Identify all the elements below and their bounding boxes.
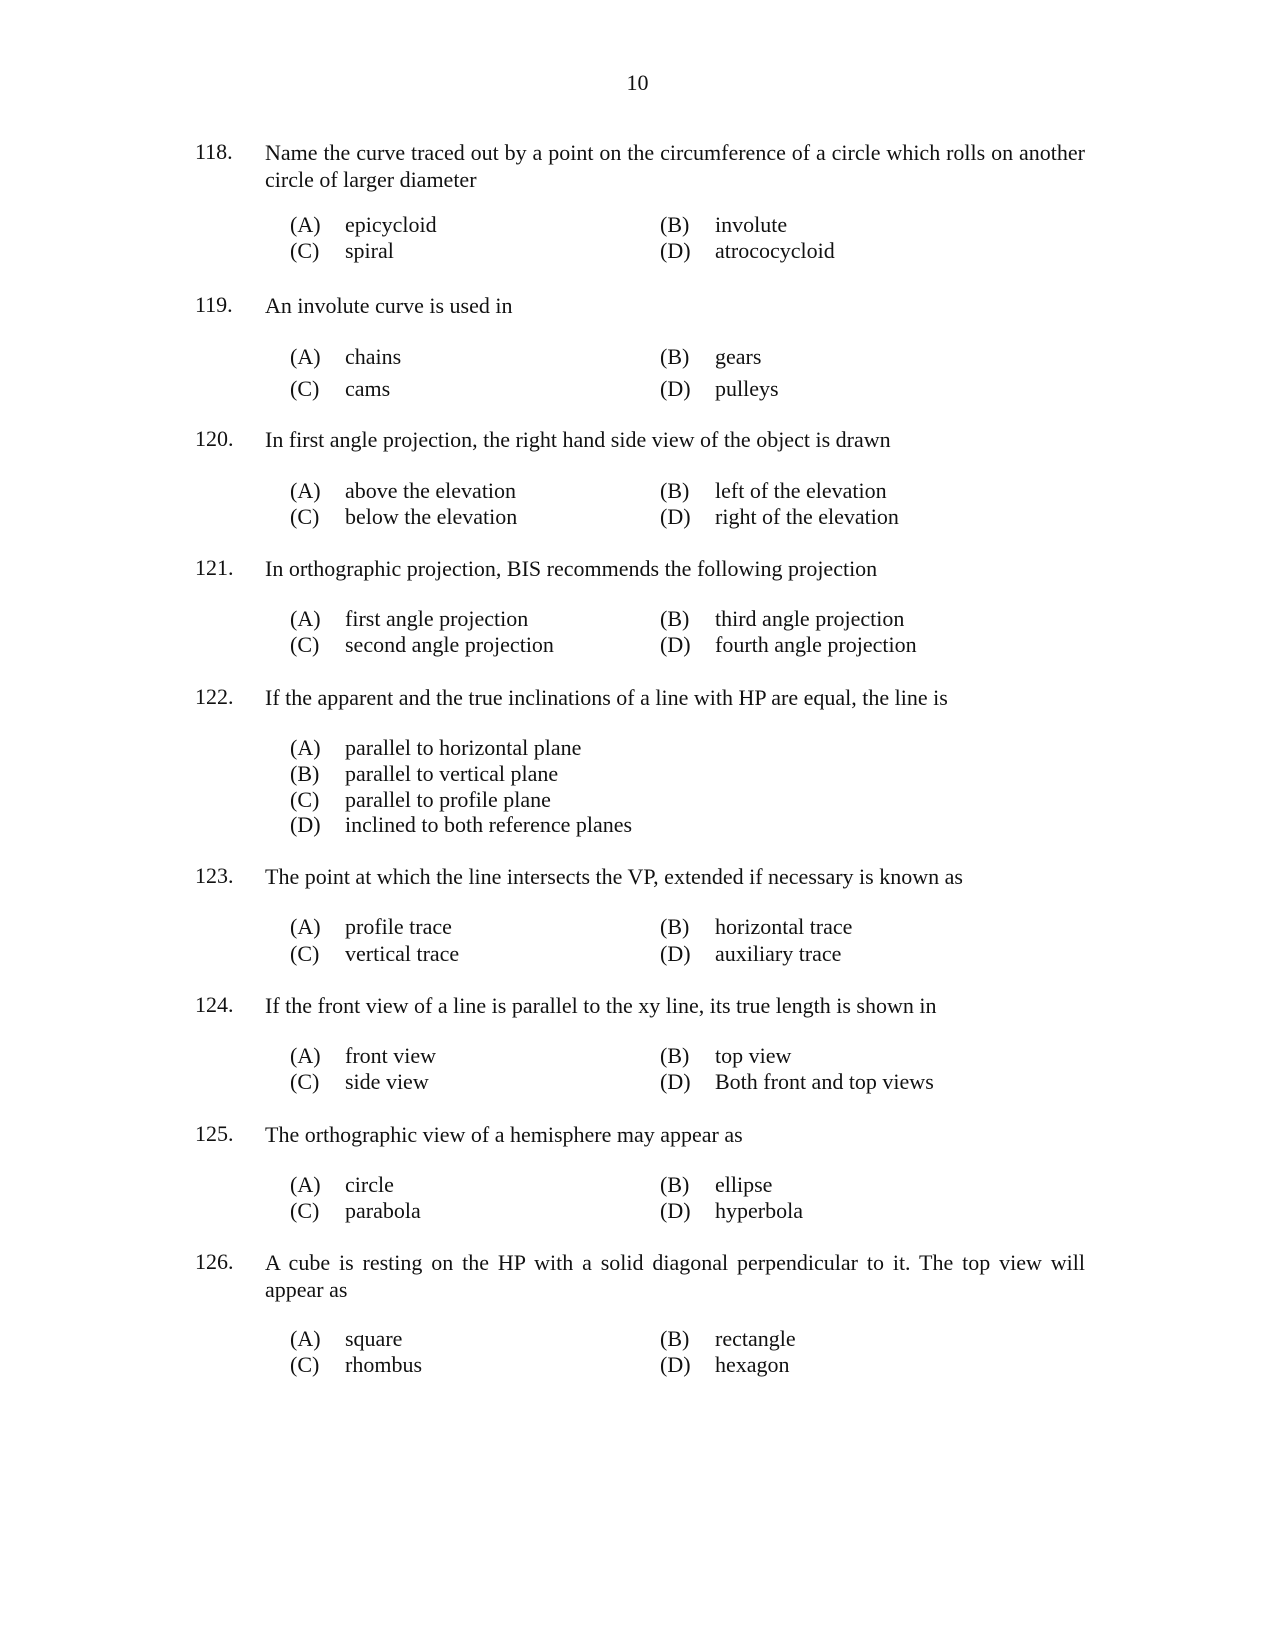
option-d[interactable]: [660, 1198, 803, 1224]
question-text: In first angle projection, the right hand side view of the object is drawn: [265, 427, 891, 452]
option-text: third angle projection: [715, 606, 905, 631]
option-c[interactable]: [290, 504, 517, 530]
option-letter: (C): [290, 1352, 320, 1377]
question-120: [195, 426, 1085, 529]
option-letter: (A): [290, 606, 321, 631]
option-text: epicycloid: [345, 212, 437, 237]
option-letter: (C): [290, 238, 320, 263]
option-text: cams: [345, 376, 391, 401]
question-text: The orthographic view of a hemisphere may appear as: [265, 1122, 743, 1147]
option-letter: (B): [660, 1326, 690, 1351]
option-text: parallel to vertical plane: [345, 761, 559, 786]
option-letter: (A): [290, 344, 321, 369]
option-text: above the elevation: [345, 478, 517, 503]
option-c[interactable]: [290, 1198, 421, 1224]
option-c[interactable]: [290, 787, 551, 813]
option-a[interactable]: [290, 1326, 402, 1352]
option-text: parallel to profile plane: [345, 787, 551, 812]
question-number: 118.: [195, 139, 233, 164]
question-119: [195, 292, 1085, 401]
option-text: side view: [345, 1069, 429, 1094]
option-d[interactable]: [290, 812, 632, 838]
option-letter: (C): [290, 1069, 320, 1094]
option-letter: (C): [290, 1198, 320, 1223]
option-text: hyperbola: [715, 1198, 803, 1223]
option-text: gears: [715, 344, 762, 369]
option-b[interactable]: [660, 478, 887, 504]
question-number: 121.: [195, 555, 234, 580]
question-118: [195, 139, 1085, 263]
option-letter: (D): [660, 376, 691, 401]
option-text: below the elevation: [345, 504, 518, 529]
option-text: first angle projection: [345, 606, 529, 631]
option-d[interactable]: [660, 1352, 790, 1378]
option-a[interactable]: [290, 606, 528, 632]
option-letter: (A): [290, 1172, 321, 1197]
question-125: [195, 1121, 1085, 1223]
option-letter: (D): [660, 504, 691, 529]
question-text: The point at which the line intersects the VP, extended if necessary is known as: [265, 864, 963, 889]
option-text: rhombus: [345, 1352, 422, 1377]
question-number: 124.: [195, 992, 234, 1017]
option-letter: (D): [660, 238, 691, 263]
option-c[interactable]: [290, 941, 459, 967]
option-text: inclined to both reference planes: [345, 812, 633, 837]
option-letter: (A): [290, 478, 321, 503]
option-letter: (B): [660, 478, 690, 503]
option-letter: (D): [660, 941, 691, 966]
question-123: [195, 863, 1085, 966]
option-text: square: [345, 1326, 403, 1351]
option-letter: (B): [660, 914, 690, 939]
option-b[interactable]: [290, 761, 558, 787]
question-text: Name the curve traced out by a point on the circumference of a circle which rolls on another circle of larger diameter: [265, 140, 1085, 192]
option-text: right of the elevation: [715, 504, 899, 529]
option-text: hexagon: [715, 1352, 790, 1377]
option-text: parallel to horizontal plane: [345, 735, 582, 760]
option-d[interactable]: [660, 1069, 934, 1095]
option-d[interactable]: [660, 941, 841, 967]
option-letter: (A): [290, 1326, 321, 1351]
option-text: fourth angle projection: [715, 632, 917, 657]
option-text: chains: [345, 344, 402, 369]
option-text: second angle projection: [345, 632, 554, 657]
option-c[interactable]: [290, 1352, 422, 1378]
option-b[interactable]: [660, 344, 761, 370]
option-a[interactable]: [290, 1043, 436, 1069]
question-text: If the apparent and the true inclinations of a line with HP are equal, the line is: [265, 685, 948, 710]
question-122: [195, 684, 1085, 837]
option-letter: (B): [660, 1043, 690, 1068]
option-letter: (B): [660, 1172, 690, 1197]
option-b[interactable]: [660, 914, 852, 940]
option-text: ellipse: [715, 1172, 773, 1197]
option-letter: (B): [660, 344, 690, 369]
option-a[interactable]: [290, 735, 581, 761]
option-text: profile trace: [345, 914, 452, 939]
question-126: [195, 1249, 1085, 1377]
option-letter: (C): [290, 632, 320, 657]
option-a[interactable]: [290, 914, 452, 940]
question-number: 123.: [195, 863, 234, 888]
option-text: spiral: [345, 238, 394, 263]
option-c[interactable]: [290, 376, 390, 402]
option-letter: (C): [290, 941, 320, 966]
option-text: top view: [715, 1043, 792, 1068]
question-number: 120.: [195, 426, 234, 451]
option-letter: (A): [290, 914, 321, 939]
option-text: involute: [715, 212, 788, 237]
option-d[interactable]: [660, 376, 779, 402]
option-a[interactable]: [290, 1172, 394, 1198]
option-b[interactable]: [660, 1172, 772, 1198]
option-d[interactable]: [660, 504, 899, 530]
question-text: An involute curve is used in: [265, 293, 513, 318]
question-text: If the front view of a line is parallel to the xy line, its true length is shown in: [265, 993, 937, 1018]
option-d[interactable]: [660, 238, 835, 264]
option-letter: (D): [660, 1352, 691, 1377]
question-number: 125.: [195, 1121, 234, 1146]
option-letter: (C): [290, 376, 320, 401]
option-letter: (C): [290, 504, 320, 529]
question-121: [195, 555, 1085, 657]
option-c[interactable]: [290, 1069, 429, 1095]
option-letter: (D): [660, 632, 691, 657]
option-a[interactable]: [290, 344, 401, 370]
question-124: [195, 992, 1085, 1094]
option-text: horizontal trace: [715, 914, 853, 939]
option-text: circle: [345, 1172, 394, 1197]
option-text: pulleys: [715, 376, 779, 401]
option-letter: (C): [290, 787, 320, 812]
option-letter: (A): [290, 212, 321, 237]
option-d[interactable]: [660, 632, 917, 658]
option-letter: (D): [660, 1198, 691, 1223]
option-letter: (B): [660, 606, 690, 631]
option-letter: (B): [290, 761, 320, 786]
question-text: A cube is resting on the HP with a solid diagonal perpendicular to it. The top view will appear as: [265, 1250, 1085, 1302]
option-b[interactable]: [660, 1326, 796, 1352]
option-text: front view: [345, 1043, 437, 1068]
question-number: 119.: [195, 292, 233, 317]
option-letter: (A): [290, 1043, 321, 1068]
question-number: 122.: [195, 684, 234, 709]
option-text: parabola: [345, 1198, 421, 1223]
option-text: Both front and top views: [715, 1069, 934, 1094]
option-text: vertical trace: [345, 941, 460, 966]
question-number: 126.: [195, 1249, 234, 1274]
question-text: In orthographic projection, BIS recommends the following projection: [265, 556, 878, 581]
option-text: atrococycloid: [715, 238, 835, 263]
option-letter: (A): [290, 735, 321, 760]
option-text: auxiliary trace: [715, 941, 842, 966]
option-text: left of the elevation: [715, 478, 887, 503]
option-letter: (D): [290, 812, 321, 837]
option-b[interactable]: [660, 606, 904, 632]
option-text: rectangle: [715, 1326, 796, 1351]
option-b[interactable]: [660, 1043, 791, 1069]
option-b[interactable]: [660, 212, 787, 238]
option-a[interactable]: [290, 212, 437, 238]
option-c[interactable]: [290, 632, 554, 658]
option-letter: (D): [660, 1069, 691, 1094]
option-letter: (B): [660, 212, 690, 237]
page-number: 10: [626, 70, 649, 95]
option-c[interactable]: [290, 238, 394, 264]
option-a[interactable]: [290, 478, 516, 504]
